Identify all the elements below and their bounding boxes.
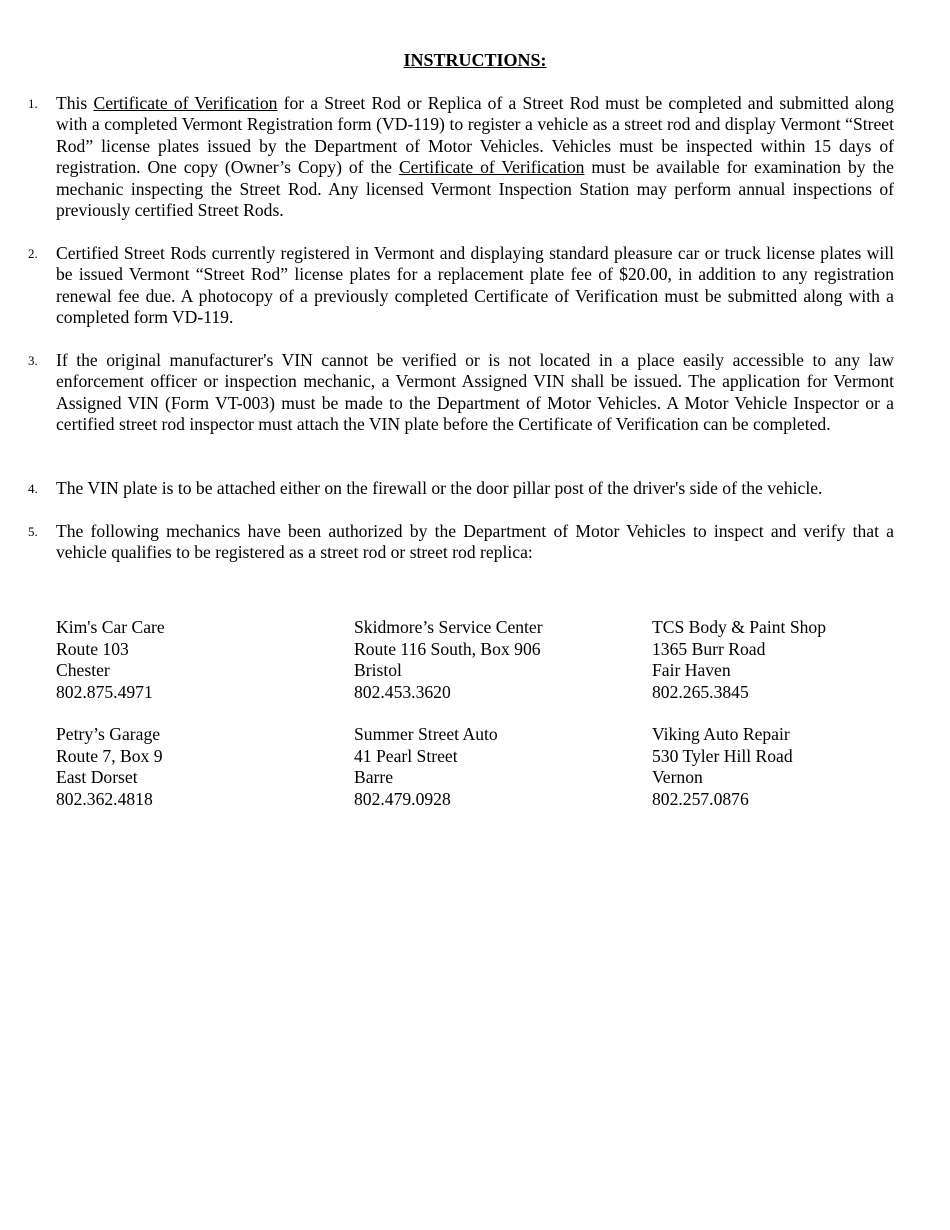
mechanic-phone: 802.479.0928 <box>354 788 451 809</box>
mechanic-entry <box>56 724 336 810</box>
mechanic-address: 530 Tyler Hill Road <box>652 745 793 766</box>
mechanic-phone: 802.257.0876 <box>652 788 749 809</box>
certificate-reference: Certificate of Verification <box>398 157 585 178</box>
mechanic-phone: 802.453.3620 <box>354 681 451 702</box>
mechanic-entry <box>354 724 634 810</box>
mechanic-phone: 802.875.4971 <box>56 681 153 702</box>
mechanic-phone: 802.362.4818 <box>56 788 153 809</box>
mechanic-name: TCS Body & Paint Shop <box>652 617 827 637</box>
instruction-text: This Certificate of Verification for a Street Rod or Replica of a Street Rod must be completed and submitted along with a completed Vermont Registration form (VD-119) to register a vehicle as a street rod and display Vermont “Street Rod” license plates issued by the Department of Motor Vehicles. Vehicles must be inspected within 15 days of registration. One copy (Owner’s Copy) of the Certificate of Verification must be available for examination by the mechanic inspecting the Street Rod. Any licensed Vermont Inspection Station may perform annual inspections of previously certified Street Rods. <box>56 93 894 221</box>
mechanic-name: Viking Auto Repair <box>652 724 790 744</box>
item-number: 1. <box>28 96 38 111</box>
mechanic-name: Kim's Car Care <box>56 617 165 637</box>
mechanic-entry <box>652 724 932 810</box>
mechanic-phone: 802.265.3845 <box>652 681 749 702</box>
mechanic-address: 41 Pearl Street <box>354 745 458 766</box>
mechanic-address: 1365 Burr Road <box>652 638 766 659</box>
mechanic-town: Fair Haven <box>652 660 731 680</box>
mechanic-town: Vernon <box>652 767 703 787</box>
instruction-text: Certified Street Rods currently registered in Vermont and displaying standard pleasure car or truck license plates will be issued Vermont “Street Rod” license plates for a replacement plate fee of $20.00, in addition to any registration renewal fee due. A photocopy of a previously completed Certificate of Verification must be submitted along with a completed form VD-119. <box>56 243 894 328</box>
mechanic-town: Chester <box>56 660 110 680</box>
mechanic-town: East Dorset <box>56 767 138 787</box>
instruction-text: The VIN plate is to be attached either on the firewall or the door pillar post of the driver's side of the vehicle. <box>56 478 823 498</box>
instruction-text: If the original manufacturer's VIN cannot be verified or is not located in a place easily accessible to any law enforcement officer or inspection mechanic, a Vermont Assigned VIN shall be issued. The application for Vermont Assigned VIN (Form VT-003) must be made to the Department of Motor Vehicles. A Motor Vehicle Inspector or a certified street rod inspector must attach the VIN plate before the Certificate of Verification can be completed. <box>56 350 894 435</box>
mechanic-name: Skidmore’s Service Center <box>354 617 543 637</box>
item-number: 5. <box>28 524 38 539</box>
mechanic-address: Route 7, Box 9 <box>56 745 163 766</box>
item-number: 2. <box>28 246 38 261</box>
certificate-reference: Certificate of Verification <box>93 93 278 113</box>
mechanic-name: Summer Street Auto <box>354 724 498 744</box>
mechanic-address: Route 103 <box>56 638 129 659</box>
mechanic-entry <box>56 617 336 703</box>
mechanic-town: Barre <box>354 767 394 787</box>
mechanic-town: Bristol <box>354 660 402 680</box>
page-title: INSTRUCTIONS: <box>403 50 547 70</box>
mechanic-name: Petry’s Garage <box>56 724 161 744</box>
item-number: 4. <box>28 481 38 496</box>
instruction-text: The following mechanics have been authorized by the Department of Motor Vehicles to inspect and verify that a vehicle qualifies to be registered as a street rod or street rod replica: <box>56 521 894 563</box>
item-number: 3. <box>28 353 38 368</box>
mechanic-entry <box>354 617 634 703</box>
mechanic-entry <box>652 617 932 703</box>
mechanic-address: Route 116 South, Box 906 <box>354 638 541 659</box>
